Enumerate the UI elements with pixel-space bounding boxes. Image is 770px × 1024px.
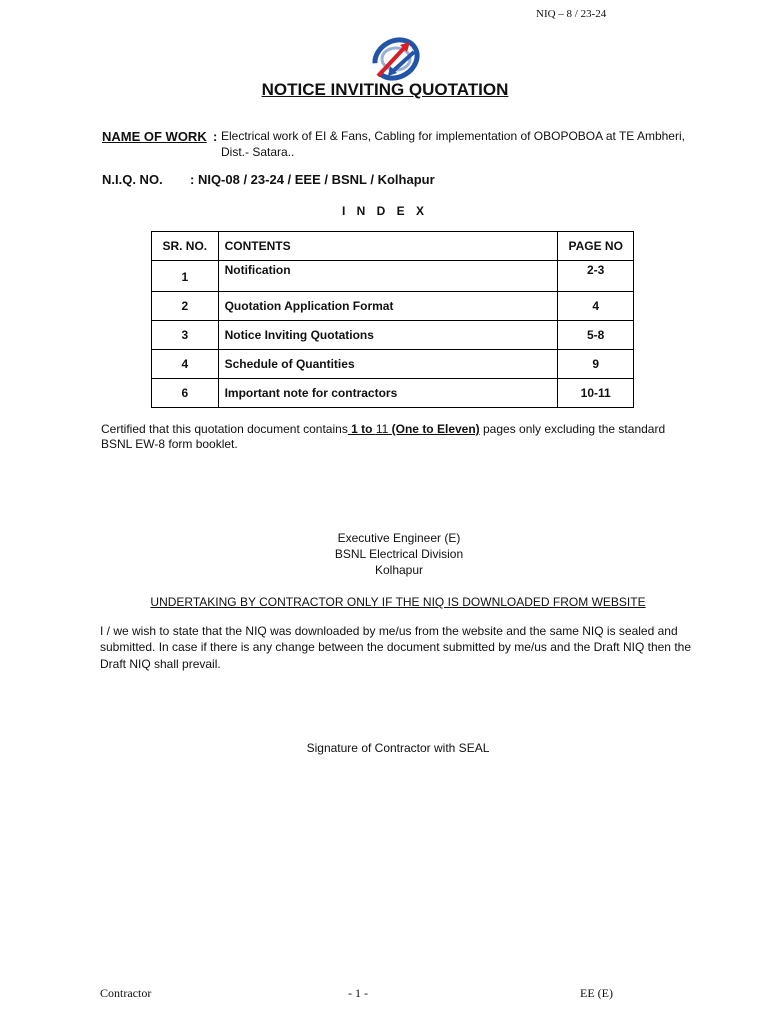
undertaking-heading: UNDERTAKING BY CONTRACTOR ONLY IF THE NIQ IS DOWNLOADED FROM WEBSITE [150, 595, 646, 609]
undertaking-text-line3: Draft NIQ shall prevail. [100, 657, 221, 671]
cell-page-no: 2-3 [558, 261, 634, 292]
cell-content: Important note for contractors [218, 379, 558, 408]
certificate-suffix: pages only excluding the standard [479, 422, 666, 436]
cell-page-no: 9 [558, 350, 634, 379]
certificate-page-range: 1 to 11 (One to Eleven) [347, 422, 480, 436]
column-header-sr-no: SR. NO. [152, 232, 219, 261]
cell-page-no: 5-8 [558, 321, 634, 350]
signatory-title: Executive Engineer (E) [337, 531, 461, 545]
cell-content: Schedule of Quantities [218, 350, 558, 379]
column-header-page-no: PAGE NO [558, 232, 634, 261]
footer-page-number: - 1 - [348, 986, 368, 1000]
table-row [152, 350, 634, 379]
signatory-location: Kolhapur [374, 563, 424, 577]
cell-page-no: 10-11 [558, 379, 634, 408]
cell-sr-no: 3 [152, 321, 219, 350]
work-name-colon: : [213, 129, 218, 144]
table-header-row [152, 232, 634, 261]
certificate-prefix: Certified that this quotation document contains [101, 422, 348, 436]
index-heading: I N D E X [341, 204, 428, 218]
table-row [152, 261, 634, 292]
cell-content: Notification [218, 261, 558, 292]
undertaking-text-line2: submitted. In case if there is any change between the document submitted by me/us and the Draft NIQ then the [100, 640, 691, 654]
index-table [151, 231, 634, 408]
work-name-value-line2: Dist.- Satara.. [221, 145, 295, 159]
niq-number-label: N.I.Q. NO. [102, 172, 163, 187]
cell-content: Quotation Application Format [218, 292, 558, 321]
work-name-label: NAME OF WORK [102, 129, 207, 144]
column-header-contents: CONTENTS [218, 232, 558, 261]
niq-number-value: : NIQ-08 / 23-24 / EEE / BSNL / Kolhapur [190, 172, 435, 187]
table-row [152, 321, 634, 350]
page-title: NOTICE INVITING QUOTATION [261, 80, 509, 99]
cell-page-no: 4 [558, 292, 634, 321]
signatory-division: BSNL Electrical Division [334, 547, 464, 561]
undertaking-text-line1: I / we wish to state that the NIQ was downloaded by me/us from the website and the same NIQ is sealed and [100, 624, 678, 638]
document-reference: NIQ – 8 / 23-24 [536, 8, 607, 20]
certificate-line1 [101, 422, 665, 436]
cell-sr-no: 6 [152, 379, 219, 408]
table-row [152, 292, 634, 321]
cell-sr-no: 1 [152, 261, 219, 292]
footer-contractor: Contractor [100, 986, 152, 1000]
table-row [152, 379, 634, 408]
cell-sr-no: 2 [152, 292, 219, 321]
bsnl-logo-icon [366, 32, 426, 82]
footer-ee: EE (E) [580, 986, 613, 1000]
cell-content: Notice Inviting Quotations [218, 321, 558, 350]
cell-sr-no: 4 [152, 350, 219, 379]
contractor-signature-label: Signature of Contractor with SEAL [306, 741, 490, 755]
certificate-line2: BSNL EW-8 form booklet. [101, 437, 238, 451]
work-name-value-line1: Electrical work of EI & Fans, Cabling for implementation of OBOPOBOA at TE Ambheri, [221, 129, 685, 143]
